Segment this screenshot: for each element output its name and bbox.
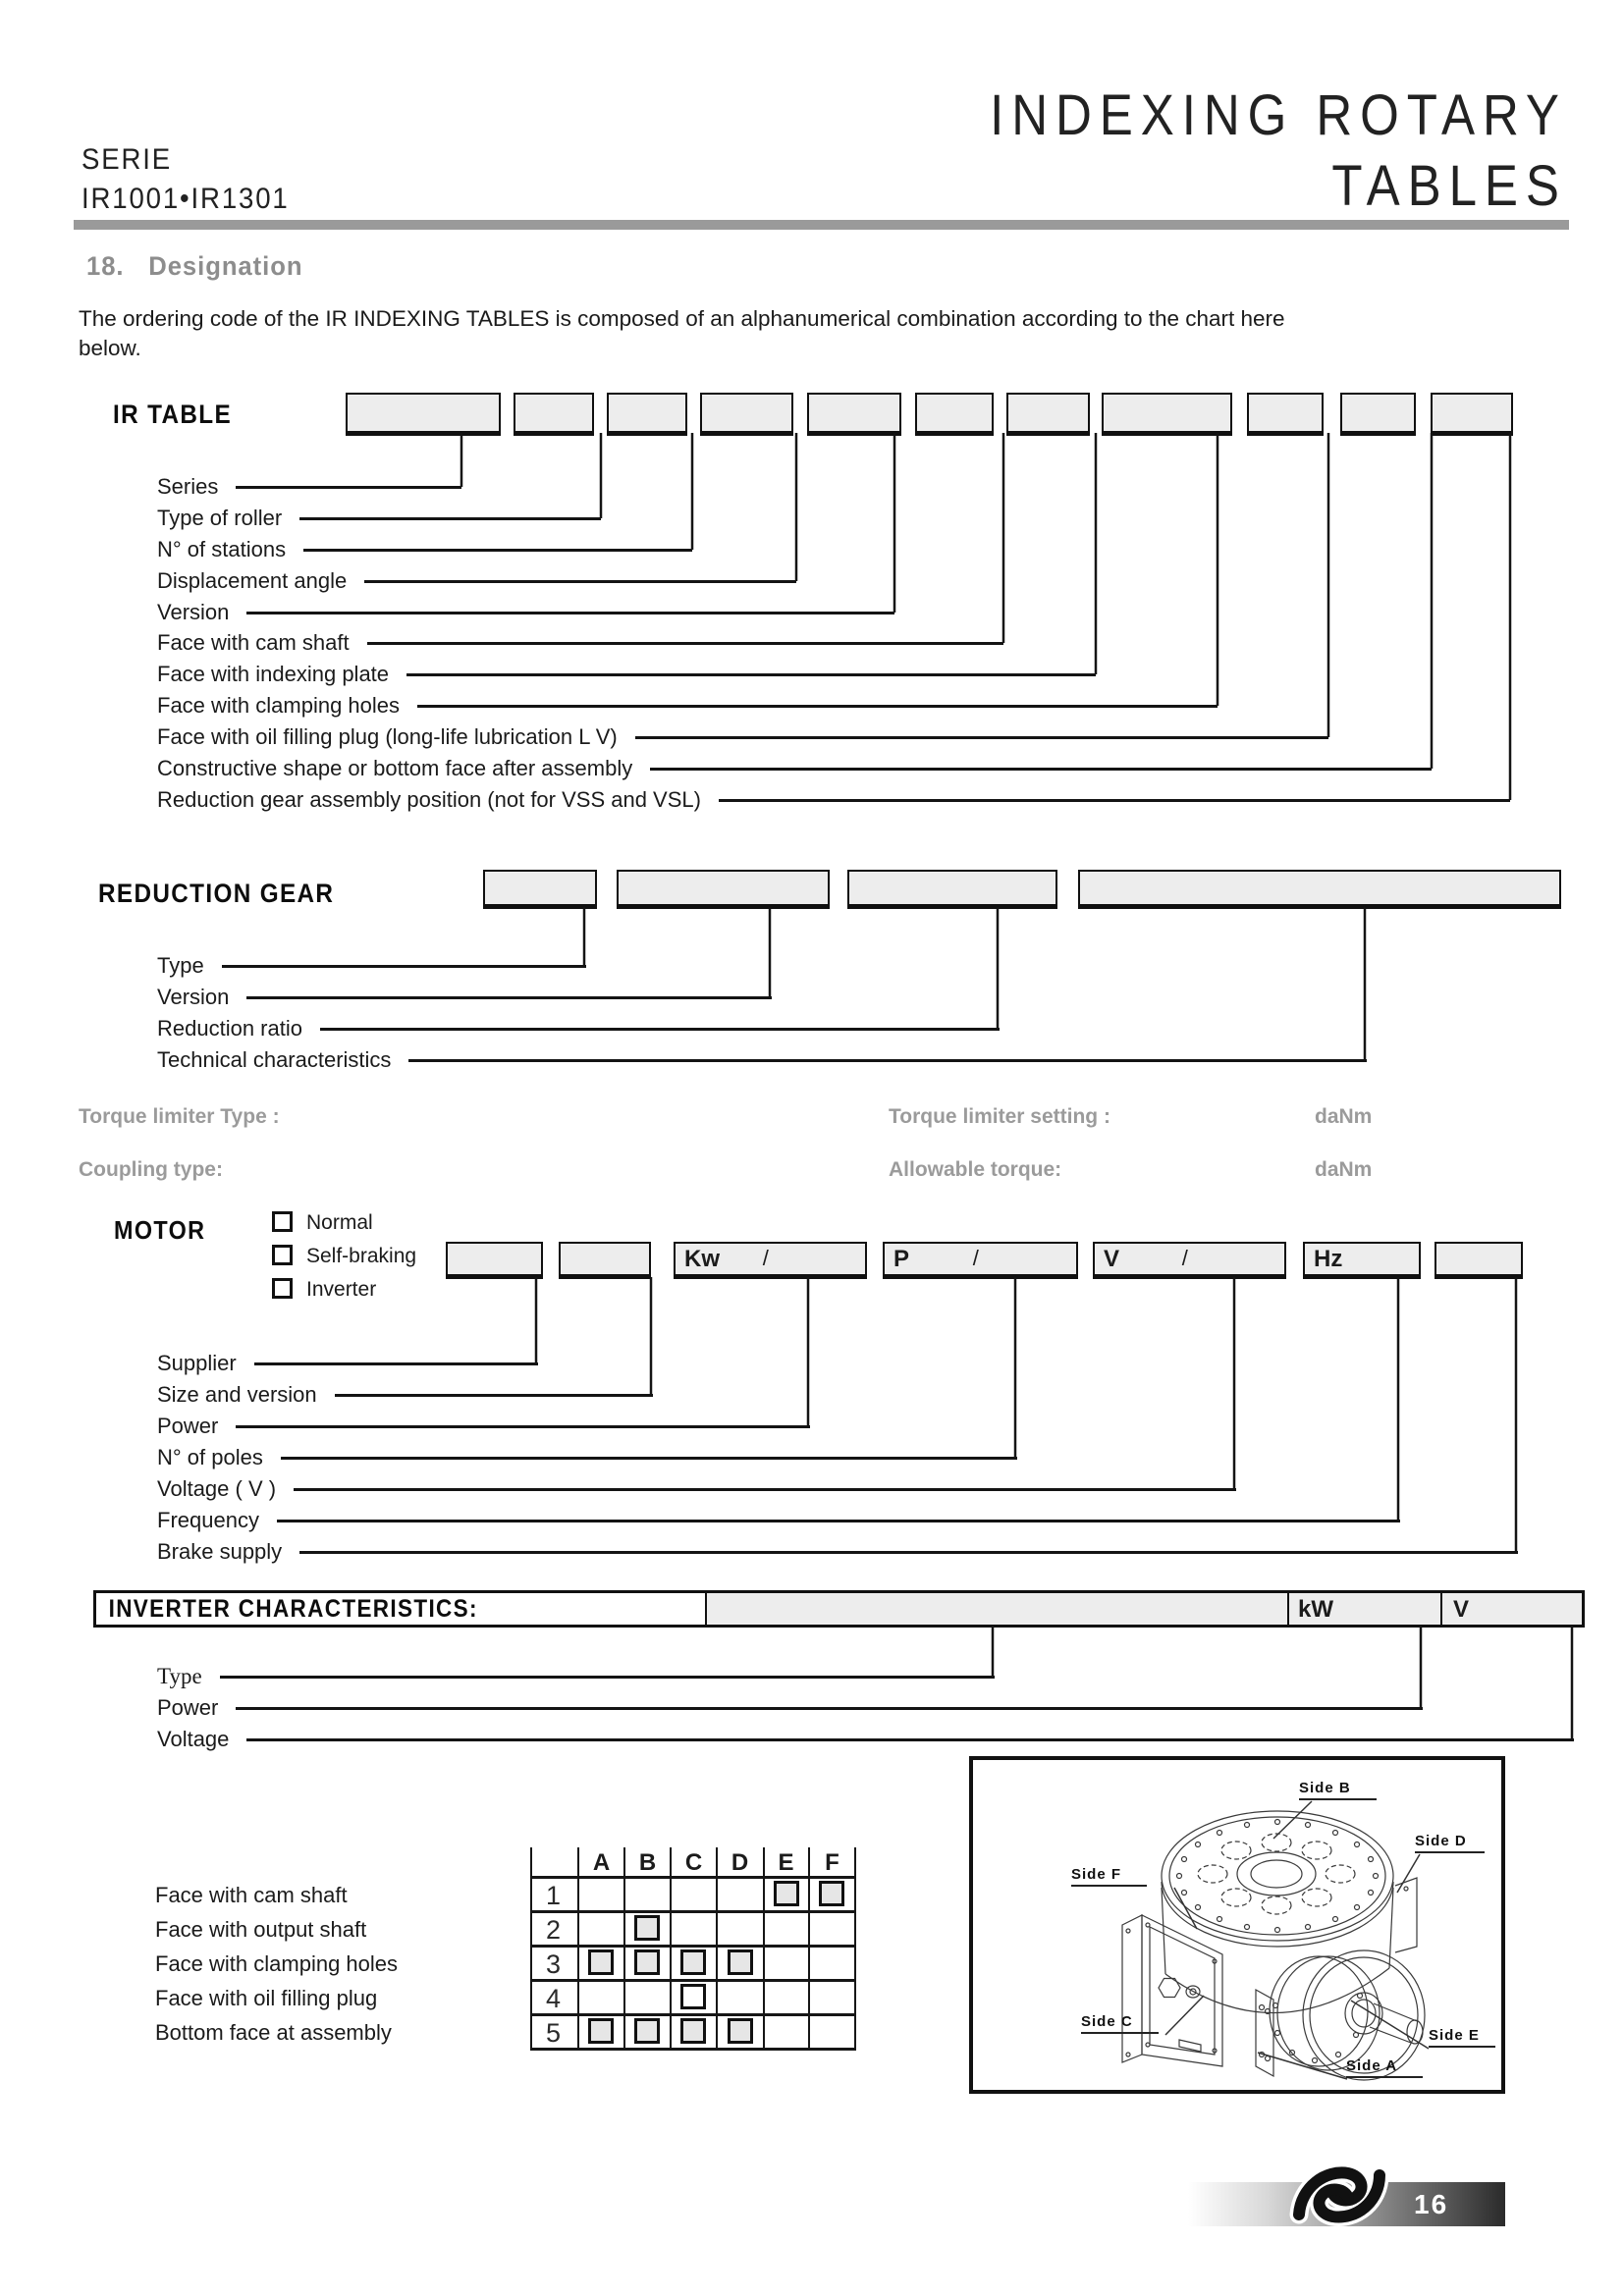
face-check-3-B[interactable] [634,1949,660,1975]
grid-col-C: C [684,1849,703,1876]
grid-line [808,1847,810,2050]
leader-line [408,1059,1367,1062]
ir-label-camshaft: Face with cam shaft [157,630,350,655]
grid-line [716,1847,718,2050]
motor-label-supplier: Supplier [157,1351,237,1375]
leader-line [277,1520,1400,1522]
inverter-heading: INVERTER CHARACTERISTICS: [108,1594,478,1623]
motor-heading: MOTOR [114,1215,206,1245]
ir-label-row [157,568,796,594]
face-check-5-C[interactable] [680,2018,706,2044]
leader-line [320,1028,1000,1031]
face-check-3-A[interactable] [588,1949,614,1975]
motor-option-checkbox-inverter[interactable] [272,1278,293,1299]
torque-limiter-setting-label: Torque limiter setting : [889,1105,1110,1128]
inverter-label-type: Type [157,1664,202,1688]
motor-label-row [157,1382,653,1408]
rg-code-box-type[interactable] [483,870,597,909]
motor-label-row [157,1445,1017,1470]
ir-label-gear-position: Reduction gear assembly position (not for VSS and VSL) [157,787,701,812]
leader-line [222,965,586,968]
inverter-heading-cell [96,1593,707,1625]
unit-hz: Hz [1314,1246,1343,1272]
leader-line [635,736,1328,739]
side-f-label: Side F [1071,1866,1147,1887]
ir-code-box-gear-position[interactable] [1431,393,1513,436]
unit-kw: Kw [684,1246,720,1272]
grid-row-num: 2 [545,1915,562,1945]
face-row-label: Face with output shaft [155,1917,367,1942]
leader-line [254,1362,538,1365]
leader-line [236,486,461,489]
rg-label-type: Type [157,953,204,978]
grid-col-A: A [592,1849,611,1876]
page-number: 16 [1414,2189,1449,2219]
motor-option-label-inverter: Inverter [306,1278,377,1301]
inverter-label-power: Power [157,1695,219,1720]
ir-label-oil-plug: Face with oil filling plug (long-life lubrication L V) [157,724,618,749]
face-row-label: Face with clamping holes [155,1951,399,1976]
motor-option-checkbox-normal[interactable] [272,1211,293,1232]
leader-line [281,1457,1017,1460]
inverter-label-row [157,1664,995,1689]
motor-label-row [157,1508,1400,1533]
rg-code-box-tech[interactable] [1078,870,1561,909]
motor-code-box-brake[interactable] [1435,1242,1523,1279]
inverter-label-row [157,1695,1423,1721]
grid-row-num: 5 [545,2018,562,2048]
ir-code-box-angle[interactable] [700,393,793,436]
side-d-label: Side D [1415,1833,1485,1853]
grid-line [623,1847,625,2050]
rg-code-box-ratio[interactable] [847,870,1057,909]
motor-label-voltage: Voltage ( V ) [157,1476,277,1501]
brand-logo-icon [1281,2158,1399,2234]
ir-label-series: Series [157,474,219,499]
motor-label-brake: Brake supply [157,1539,283,1564]
ir-code-box-shape[interactable] [1340,393,1416,436]
grid-col-F: F [825,1849,839,1876]
ir-label-row [157,630,1003,656]
ir-label-row [157,724,1328,750]
serie-models: IR1001•IR1301 [81,183,290,215]
rg-label-tech: Technical characteristics [157,1047,392,1072]
motor-label-row [157,1539,1518,1565]
slash: / [1181,1246,1188,1270]
ir-label-row [157,537,692,562]
ir-label-version: Version [157,600,230,624]
inverter-unit-kw: kW [1298,1596,1333,1623]
ir-label-row [157,662,1096,687]
face-check-3-D[interactable] [728,1949,753,1975]
motor-code-box-frequency[interactable] [1303,1242,1421,1279]
grid-col-B: B [638,1849,657,1876]
motor-code-box-supplier[interactable] [446,1242,543,1279]
face-check-4-C[interactable] [680,1984,706,2009]
motor-label-size: Size and version [157,1382,317,1407]
page-title [990,80,1567,222]
face-grid [530,1847,856,2050]
rg-label-row [157,953,586,979]
grid-line [530,1847,532,2050]
inverter-label-voltage: Voltage [157,1727,230,1751]
motor-label-poles: N° of poles [157,1445,263,1469]
face-row-label: Face with cam shaft [155,1883,348,1907]
ir-label-row [157,600,894,625]
leader-line [417,705,1218,708]
side-c-label: Side C [1081,2013,1159,2034]
ir-label-row [157,756,1432,781]
face-check-5-D[interactable] [728,2018,753,2044]
leader-line [294,1488,1236,1491]
motor-code-box-voltage[interactable] [1093,1242,1286,1279]
leader-line [299,517,601,520]
motor-code-box-poles[interactable] [883,1242,1078,1279]
ir-code-box-camshaft[interactable] [915,393,994,436]
section-heading [86,251,302,282]
rg-label-row [157,1047,1367,1073]
ir-label-indexing-plate: Face with indexing plate [157,662,390,686]
ir-table-heading: IR TABLE [113,400,233,429]
leader-line [246,1738,1574,1741]
face-check-5-B[interactable] [634,2018,660,2044]
rg-label-version: Version [157,985,230,1009]
grid-row-num: 4 [545,1984,562,2013]
intro-text [79,304,1285,363]
leader-line [303,549,692,552]
inverter-separator [1440,1593,1442,1625]
header-divider [74,220,1569,230]
motor-option-label-selfbraking: Self-braking [306,1245,417,1267]
motor-label-power: Power [157,1414,219,1438]
coupling-type-label: Coupling type: [79,1158,223,1181]
ir-code-box-version[interactable] [807,393,901,436]
leader-line [335,1394,653,1397]
inverter-label-row [157,1727,1574,1752]
face-check-5-A[interactable] [588,2018,614,2044]
unit-v: V [1104,1246,1120,1272]
side-b-label: Side B [1299,1780,1377,1800]
leader-line [299,1551,1518,1554]
rg-label-ratio: Reduction ratio [157,1016,302,1041]
grid-line [577,1847,579,2050]
grid-line [670,1847,672,2050]
ir-code-box-indexing-plate[interactable] [1006,393,1090,436]
allowable-torque-label: Allowable torque: [889,1158,1062,1181]
ir-label-clamping-holes: Face with clamping holes [157,693,401,718]
motor-code-box-size[interactable] [559,1242,651,1279]
face-check-1-E[interactable] [774,1881,799,1906]
grid-row-num: 1 [545,1881,562,1910]
grid-col-E: E [778,1849,794,1876]
motor-option-label-normal: Normal [306,1211,373,1234]
motor-label-frequency: Frequency [157,1508,259,1532]
grid-col-D: D [731,1849,749,1876]
face-check-2-B[interactable] [634,1915,660,1941]
side-e-label: Side E [1429,2027,1495,2048]
motor-label-row [157,1476,1236,1502]
leader-line [364,580,796,583]
rg-label-row [157,985,772,1010]
ir-label-shape: Constructive shape or bottom face after assembly [157,756,633,780]
motor-label-row [157,1414,810,1439]
face-check-3-C[interactable] [680,1949,706,1975]
serie-label: SERIE [81,143,173,176]
page-title-line2: TABLES [1331,154,1567,218]
ir-label-stations: N° of stations [157,537,287,561]
rg-label-row [157,1016,1000,1041]
ir-label-angle: Displacement angle [157,568,348,593]
leader-line [367,642,1003,645]
leader-line [236,1707,1423,1710]
ir-code-box-series[interactable] [346,393,501,436]
section-title: Designation [148,251,303,281]
leader-line [406,673,1096,676]
ir-label-roller: Type of roller [157,506,283,530]
ir-label-row [157,693,1218,719]
inverter-unit-v: V [1453,1596,1470,1623]
leader-line [220,1676,995,1679]
inverter-bar [93,1590,1585,1628]
ir-label-row [157,474,461,500]
slash: / [972,1246,979,1270]
face-row-label: Bottom face at assembly [155,2020,392,2045]
torque-limiter-type-label: Torque limiter Type : [79,1105,280,1128]
leader-line [246,996,772,999]
ir-code-box-clamping-holes[interactable] [1102,393,1232,436]
inverter-separator [1287,1593,1289,1625]
page-title-line1: INDEXING ROTARY [990,83,1567,147]
section-number: 18. [86,251,125,281]
intro-line2: below. [79,336,141,360]
grid-row-num: 3 [545,1949,562,1979]
face-check-1-F[interactable] [819,1881,844,1906]
reduction-gear-heading: REDUCTION GEAR [98,879,335,908]
slash: / [762,1246,769,1270]
allowable-torque-unit-danm: daNm [1315,1158,1373,1181]
ir-code-box-oil-plug[interactable] [1247,393,1324,436]
leader-line [246,612,894,614]
rotary-table-drawing [969,1756,1505,2094]
ir-label-row [157,506,601,531]
leader-line [650,768,1432,771]
intro-line1: The ordering code of the IR INDEXING TABLES is composed of an alphanumerical combination according to the chart here [79,306,1285,331]
motor-code-box-power[interactable] [674,1242,867,1279]
ir-code-box-roller[interactable] [514,393,594,436]
face-row-label: Face with oil filling plug [155,1986,378,2010]
grid-line [763,1847,765,2050]
motor-option-checkbox-selfbraking[interactable] [272,1245,293,1265]
unit-p: P [893,1246,910,1272]
rg-code-box-version[interactable] [617,870,830,909]
torque-unit-danm: daNm [1315,1105,1373,1128]
motor-label-row [157,1351,538,1376]
side-a-label: Side A [1346,2057,1423,2078]
leader-line [236,1425,810,1428]
grid-line [854,1847,856,2050]
ir-code-box-stations[interactable] [607,393,687,436]
ir-label-row [157,787,1510,813]
leader-line [719,799,1510,802]
